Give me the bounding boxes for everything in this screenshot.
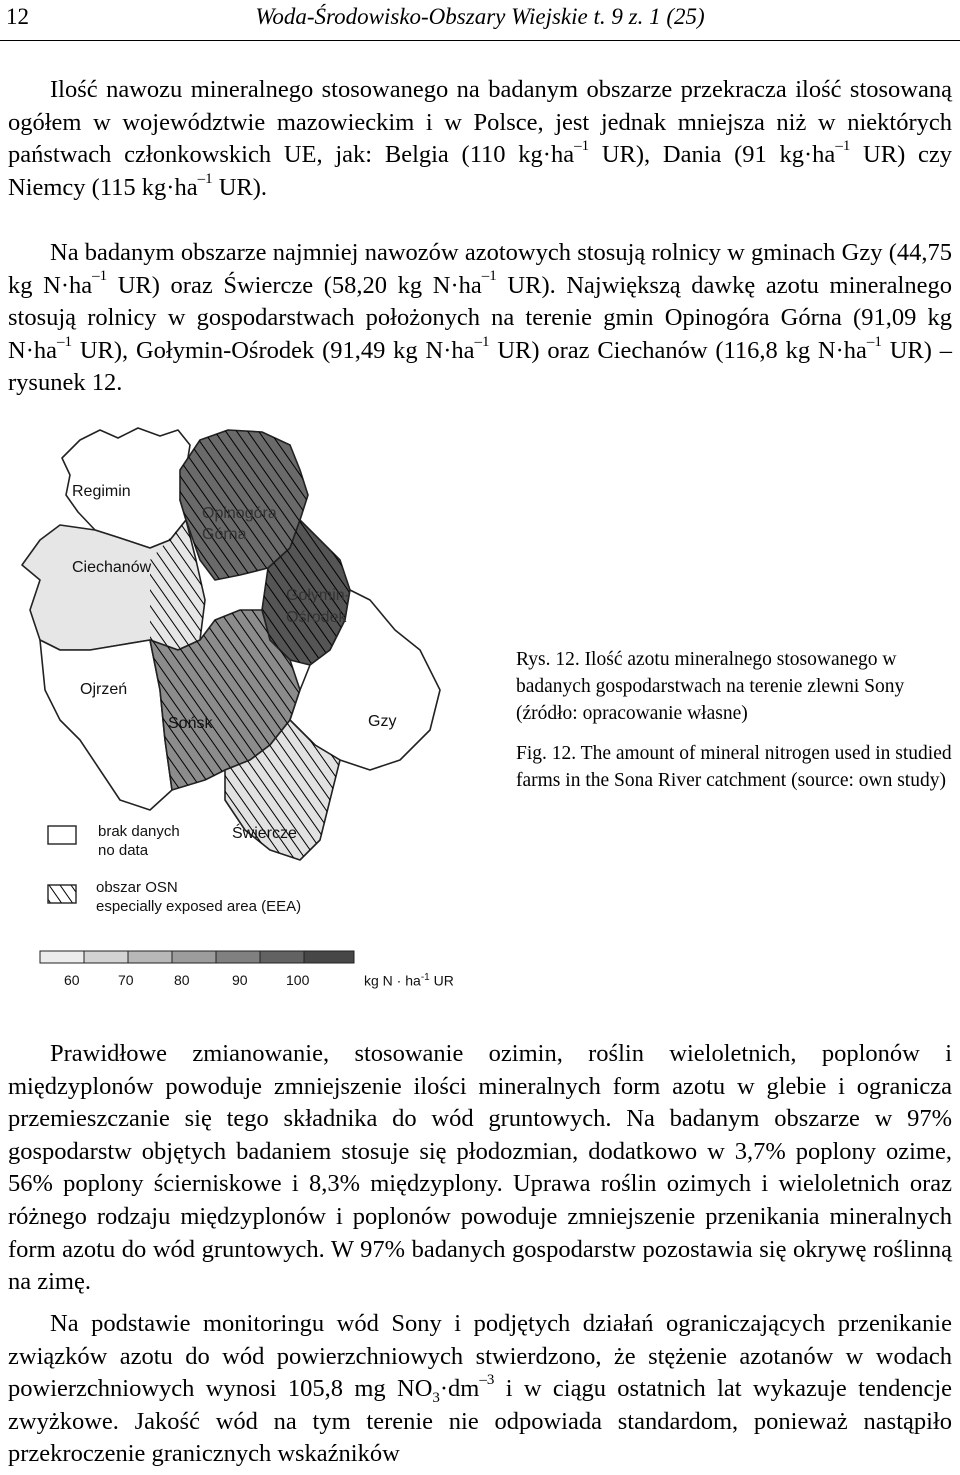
scale-tick-80: 80 <box>174 972 190 988</box>
caption-english: Fig. 12. The amount of mineral nitrogen used in studied farms in the Sona River catchment (source: own study) <box>516 743 952 791</box>
running-header <box>0 0 960 41</box>
paragraph-3: Prawidłowe zmianowanie, stosowanie ozimin, roślin wieloletnich, poplonów i międzyplonów powoduje zmniejszenie ilości mineralnych form azotu w glebie i ogranicza przemieszczanie się tego składnika do wód gruntowych. Na badanym obszarze w 97% gospodarstw objętych badaniem stosuje się płodozmian, dodatkowo w 3,7% poplony ozime, 56% poplony ścierniskowe i 8,3% międzyplony. Uprawa roślin ozimych i wieloletnich oraz różnego rodzaju międzyplonów i poplonów powoduje zmniejszenie przenikania mineralnych form azotu do wód gruntowych. W 97% badanych gospodarstw pozostawia się okrywę roślinną na zimę. <box>8 1040 952 1296</box>
label-regimin: Regimin <box>72 483 131 500</box>
scale-tick-90: 90 <box>232 972 248 988</box>
legend-nodata: brak danych no data <box>98 823 180 859</box>
region-ojrzen <box>40 640 172 810</box>
scale-tick-70: 70 <box>118 972 134 988</box>
label-swiercze: Świercze <box>232 825 297 842</box>
paragraph-4: Na podstawie monitoringu wód Sony i podjętych działań ograniczających przenikanie związków azotu do wód powierzchniowych stwierdzono, że stężenie azotanów w wodach powierzchniowych wynosi 105,8 mg $NO_3\cdot dm^{-3}$ i w ciągu ostatnich lat wykazuje tendencje zwyżkowe. Jakość wód na tym terenie nie odpowiada standardom, ponieważ nastąpiło przekroczenie granicznych wskaźników <box>8 1310 952 1468</box>
legend-nodata-swatch <box>48 826 76 844</box>
scale-tick-60: 60 <box>64 972 80 988</box>
paragraph-1: Ilość nawozu mineralnego stosowanego na badanym obszarze przekracza ilość stosowaną ogółem w województwie mazowieckim i w Polsce, jest jednak mniejsza niż w niektórych państwach członkowskich UE, jak: Belgia (110 $kg\cdot ha^{-1}$ UR), Dania (91 $kg\cdot ha^{-1}$ UR) czy Niemcy (115 $kg\cdot ha^{-1}$ UR). <box>8 76 952 201</box>
page-number: 12 <box>6 4 29 29</box>
scale-unit: kg $N \cdot ha^{-1}$ UR <box>364 972 454 989</box>
label-osrodek: Ośrodek <box>286 609 347 626</box>
label-opinogora: Opinogóra <box>202 505 277 522</box>
legend-osn-swatch <box>48 885 76 903</box>
label-golymin: Gołymin- <box>286 587 351 604</box>
scale-tick-100: 100 <box>286 972 310 988</box>
label-ojrzen: Ojrzeń <box>80 681 128 698</box>
caption-polish: Rys. 12. Ilość azotu mineralnego stosowanego w badanych gospodarstwach na terenie zlewni Sony (źródło: opracowanie własne) <box>516 649 905 724</box>
label-sonsk: Sońsk <box>168 715 213 732</box>
label-gzy: Gzy <box>368 713 397 730</box>
label-gorna: Górna <box>202 526 247 543</box>
journal-title: Woda-Środowisko-Obszary Wiejskie t. 9 z. 1 (25) <box>255 4 705 29</box>
legend-osn: obszar OSN especially exposed area (EEA) <box>96 879 302 915</box>
nitrogen-map-figure <box>0 420 520 1020</box>
scale-bar <box>40 951 354 963</box>
label-ciechanow: Ciechanów <box>72 559 152 576</box>
paragraph-2: Na badanym obszarze najmniej nawozów azotowych stosują rolnicy w gminach Gzy (44,75 kg $N\cdot ha^{-1}$ UR) oraz Świercze (58,20 kg $N\cdot ha^{-1}$ UR). Największą dawkę azotu mineralnego stosują rolnicy w gospodarstwach położonych na terenie gmin Opinogóra Górna (91,09 kg $N\cdot ha^{-1}$ UR), Gołymin-Ośrodek (91,49 kg $N\cdot ha^{-1}$ UR) oraz Ciechanów (116,8 kg $N\cdot ha^{-1}$ UR) – rysunek 12. <box>8 239 952 397</box>
